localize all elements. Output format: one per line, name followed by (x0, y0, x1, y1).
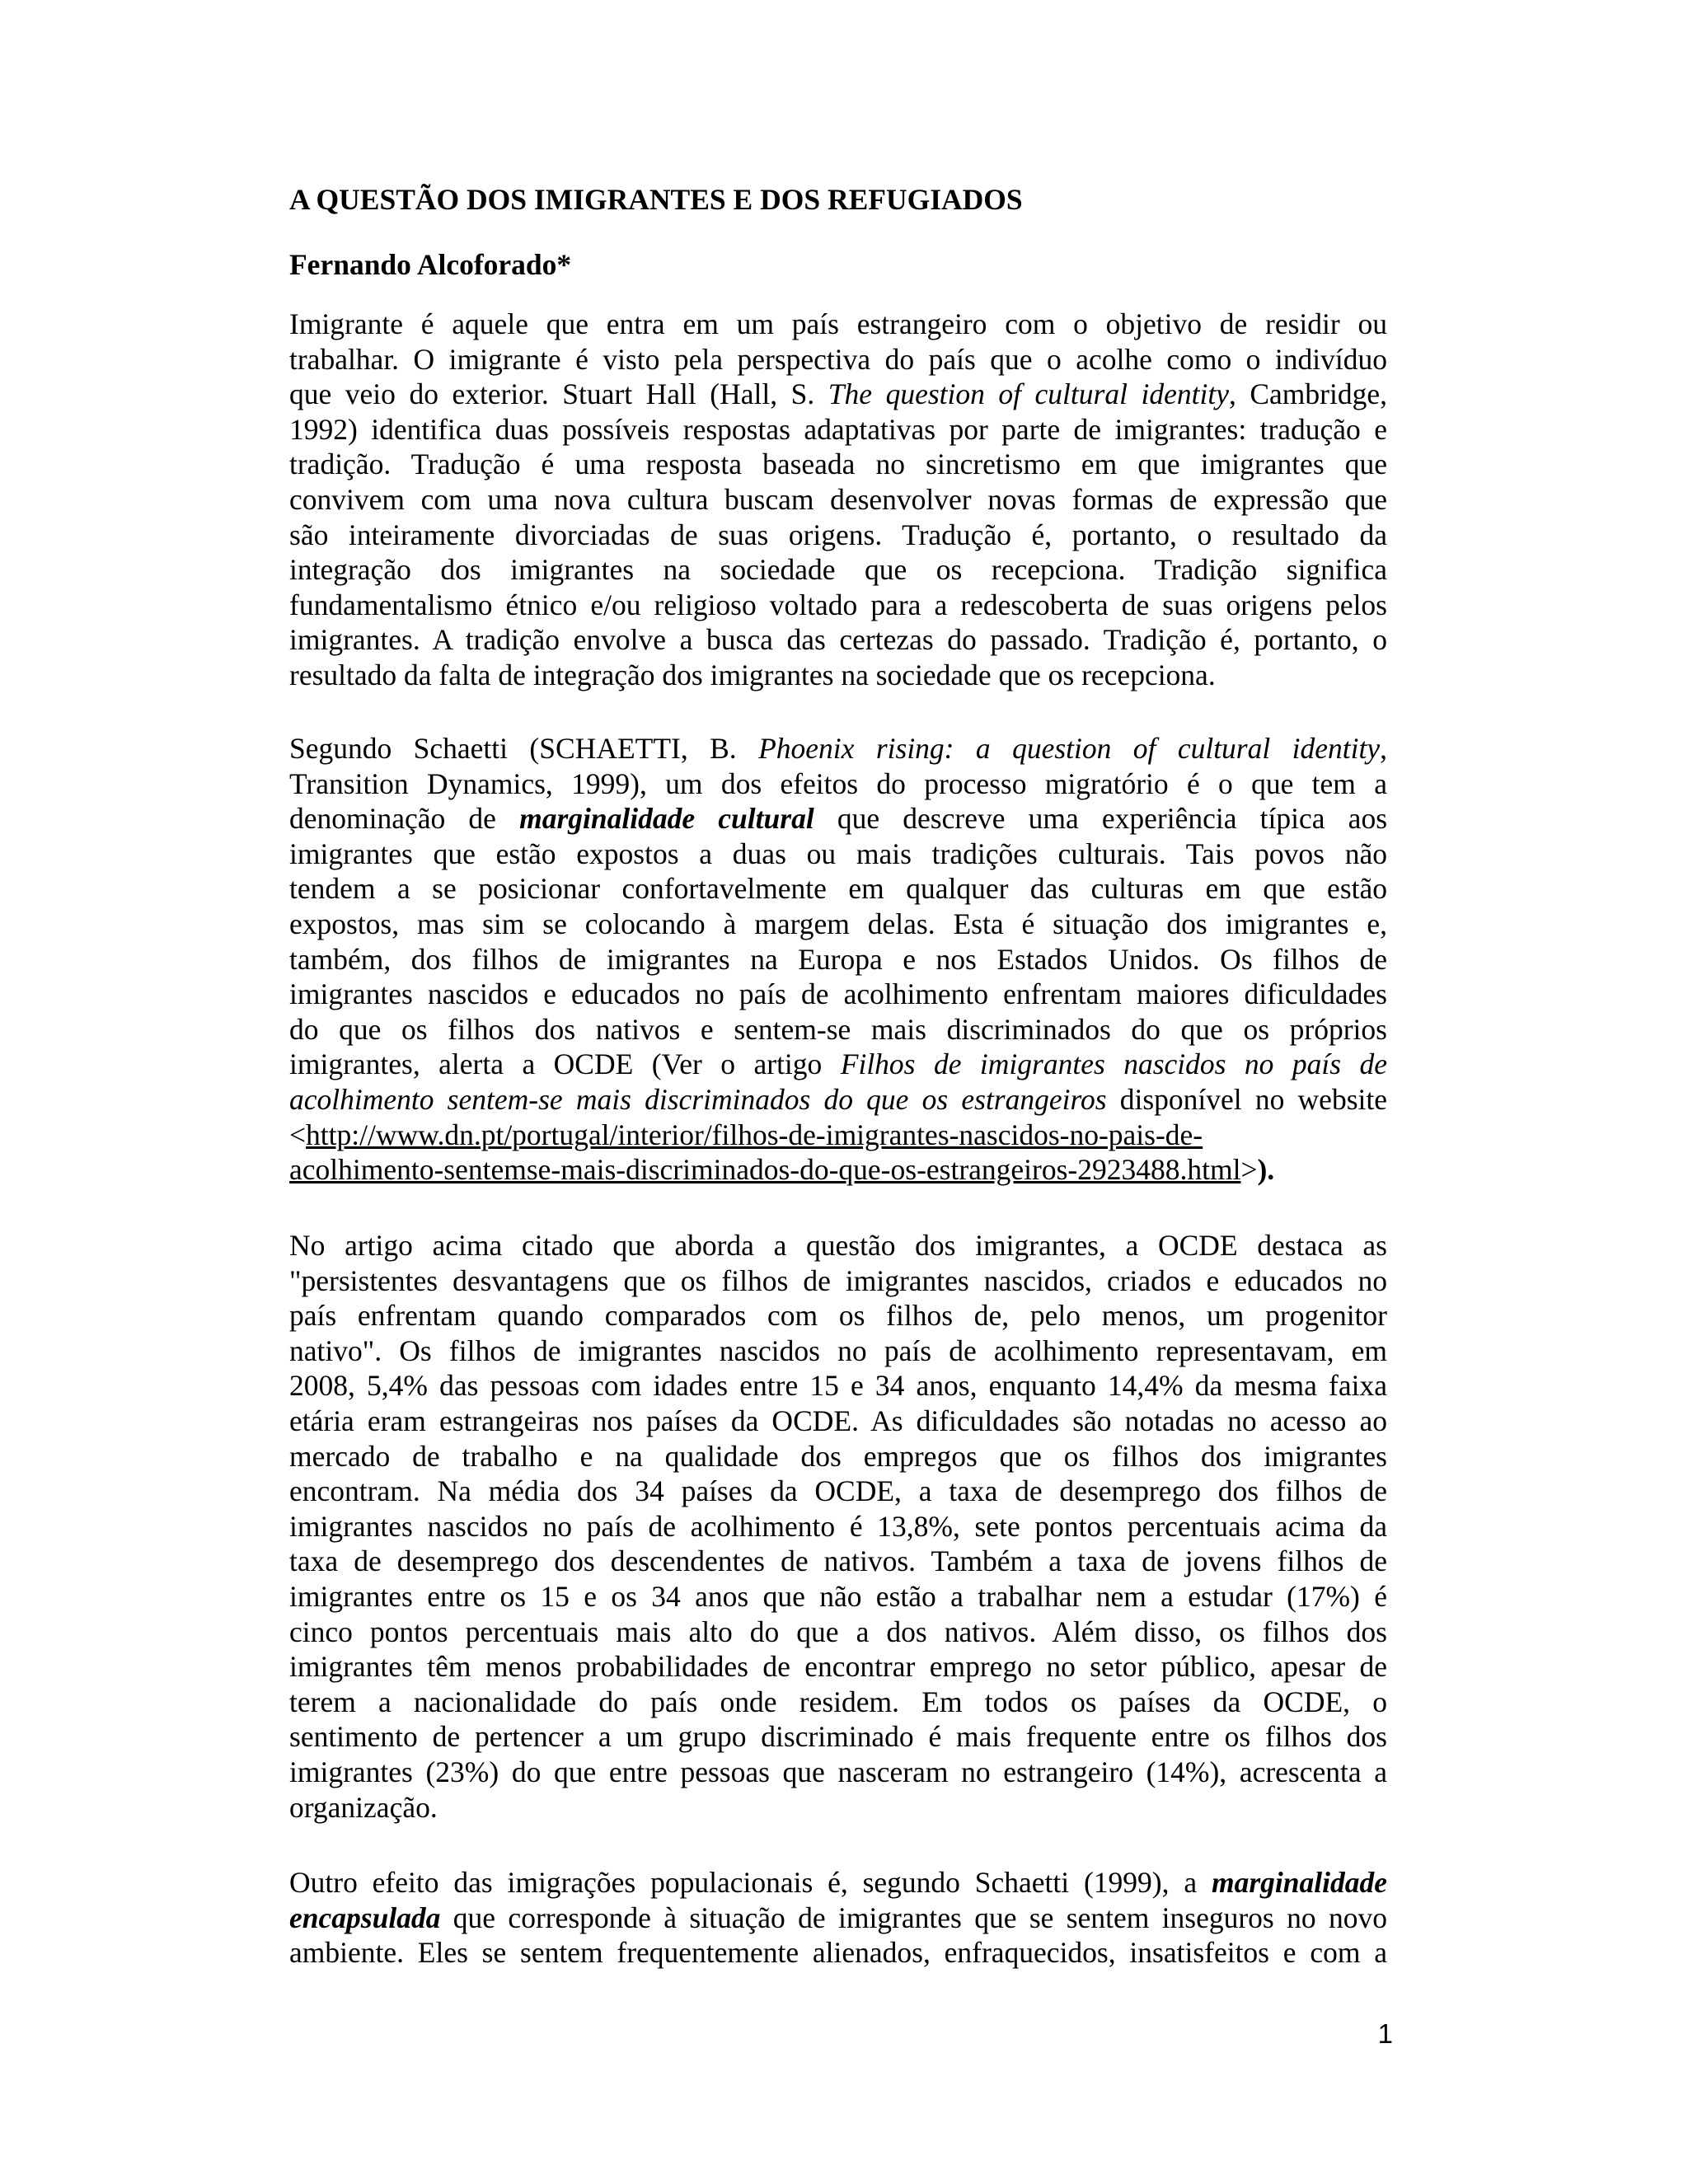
text-run: disponível no website (1106, 1082, 1387, 1116)
document-title: A QUESTÃO DOS IMIGRANTES E DOS REFUGIADOS (289, 183, 1023, 216)
paragraph-line: imigrantes têm menos probabilidades de encontrar emprego no setor público, apesar de (289, 1650, 1387, 1684)
text-run: imigrantes, alerta a OCDE (Ver o artigo (289, 1047, 841, 1081)
paragraph-line: trabalhar. O imigrante é visto pela perspectiva do país que o acolhe como o indivíduo (289, 342, 1387, 376)
emphasis-marginalidade: marginalidade (1211, 1866, 1387, 1899)
paragraph-line: são inteiramente divorciadas de suas origens. Tradução é, portanto, o resultado da (289, 518, 1387, 551)
paragraph-line: imigrantes (23%) do que entre pessoas que nasceram no estrangeiro (14%), acrescenta a (289, 1755, 1387, 1788)
paragraph-line: integração dos imigrantes na sociedade que os recepciona. Tradição significa (289, 553, 1387, 587)
article-url-link-continued[interactable]: acolhimento-sentemse-mais-discriminados-do-que-os-estrangeiros-2923488.html (289, 1153, 1241, 1187)
paragraph-line: cinco pontos percentuais mais alto do que a dos nativos. Além disso, os filhos dos (289, 1615, 1387, 1648)
paragraph-line (289, 1047, 1387, 1082)
paragraph-4 (289, 1865, 1387, 1971)
paragraph-line: imigrantes que estão expostos a duas ou mais tradições culturais. Tais povos não (289, 837, 1387, 870)
text-run: que corresponde à situação de imigrantes que se sentem inseguros no novo (440, 1900, 1387, 1934)
paragraph-line (289, 731, 1387, 766)
paragraph-line: 2008, 5,4% das pessoas com idades entre 15 e 34 anos, enquanto 14,4% da mesma faixa (289, 1369, 1387, 1403)
paragraph-line (289, 1082, 1387, 1118)
paragraph-line: etária eram estrangeiras nos países da OCDE. As dificuldades são notadas no acesso ao (289, 1404, 1387, 1437)
paragraph-line: Transition Dynamics, 1999), um dos efeitos do processo migratório é o que tem a (289, 766, 1387, 800)
paragraph-line: ambiente. Eles se sentem frequentemente alienados, enfraquecidos, insatisfeitos e com a (289, 1936, 1387, 1970)
text-run: Segundo Schaetti (SCHAETTI, B. (289, 732, 759, 765)
emphasis-encapsulada: encapsulada (289, 1900, 441, 1934)
paragraph-line: imigrantes nascidos e educados no país de acolhimento enfrentam maiores dificuldades (289, 977, 1387, 1011)
paragraph-line: nativo". Os filhos de imigrantes nascidos no país de acolhimento representavam, em (289, 1333, 1387, 1367)
paragraph-line (289, 1152, 1387, 1188)
text-run: > (1240, 1153, 1258, 1187)
book-title-phoenix-rising: Phoenix rising: a question of cultural identity (758, 732, 1381, 765)
paragraph-line: organização. (289, 1790, 438, 1824)
paragraph-line: fundamentalismo étnico e/ou religioso voltado para a redescoberta de suas origens pelos (289, 588, 1387, 621)
text-run: denominação de (289, 802, 520, 836)
paragraph-line: imigrantes nascidos no país de acolhimento é 13,8%, sete pontos percentuais acima da (289, 1509, 1387, 1543)
text-run: que veio do exterior. Stuart Hall (Hall, S. (289, 377, 828, 411)
paragraph-line: convivem com uma nova cultura buscam desenvolver novas formas de expressão que (289, 482, 1387, 516)
paragraph-line (289, 1118, 1387, 1153)
paragraph-line: No artigo acima citado que aborda a questão dos imigrantes, a OCDE destaca as (289, 1229, 1387, 1262)
paragraph-line: taxa de desemprego dos descendentes de nativos. Também a taxa de jovens filhos de (289, 1544, 1387, 1578)
text-run: , Cambridge, (1228, 377, 1387, 411)
paragraph-line: expostos, mas sim se colocando à margem delas. Esta é situação dos imigrantes e, (289, 907, 1387, 940)
text-run: , (1380, 732, 1387, 765)
paragraph-line: sentimento de pertencer a um grupo discriminado é mais frequente entre os filhos dos (289, 1720, 1387, 1754)
paragraph-line: mercado de trabalho e na qualidade dos empregos que os filhos dos imigrantes (289, 1439, 1387, 1473)
text-run: que descreve uma experiência típica aos (814, 802, 1388, 836)
paragraph-line: Imigrante é aquele que entra em um país estrangeiro com o objetivo de residir ou (289, 307, 1387, 340)
paragraph-line: também, dos filhos de imigrantes na Europa e nos Estados Unidos. Os filhos de (289, 942, 1387, 976)
paragraph-line: do que os filhos dos nativos e sentem-se mais discriminados do que os próprios (289, 1012, 1387, 1046)
paragraph-line: imigrantes. A tradição envolve a busca das certezas do passado. Tradição é, portanto, o (289, 623, 1387, 657)
article-title: Filhos de imigrantes nascidos no país de (840, 1047, 1388, 1081)
paragraph-1 (289, 307, 1387, 693)
paragraph-line: terem a nacionalidade do país onde residem. Em todos os países da OCDE, o (289, 1685, 1387, 1718)
paragraph-line: país enfrentam quando comparados com os filhos de, pelo menos, um progenitor (289, 1299, 1387, 1333)
paragraph-line: encontram. Na média dos 34 países da OCDE, a taxa de desemprego dos filhos de (289, 1474, 1387, 1508)
paragraph-line: "persistentes desvantagens que os filhos de imigrantes nascidos, criados e educados no (289, 1263, 1387, 1297)
paragraph-line (289, 1900, 1387, 1936)
page-number: 1 (1377, 2018, 1393, 2049)
paragraph-line: 1992) identifica duas possíveis respostas adaptativas por parte de imigrantes: tradução e (289, 412, 1387, 446)
paragraph-line: resultado da falta de integração dos imigrantes na sociedade que os recepciona. (289, 658, 1216, 691)
paragraph-line (289, 1865, 1387, 1900)
paragraph-line: tradição. Tradução é uma resposta baseada no sincretismo em que imigrantes que (289, 448, 1387, 481)
article-url-link[interactable]: http://www.dn.pt/portugal/interior/filhos-de-imigrantes-nascidos-no-pais-de- (306, 1118, 1203, 1151)
text-run: Outro efeito das imigrações populacionais é, segundo Schaetti (1999), a (289, 1866, 1212, 1899)
paragraph-3 (289, 1228, 1387, 1825)
article-title-continued: acolhimento sentem-se mais discriminados do que os estrangeiros (289, 1082, 1107, 1116)
paragraph-line (289, 801, 1387, 837)
paragraph-line (289, 377, 1387, 412)
paragraph-line: tendem a se posicionar confortavelmente em qualquer das culturas em que estão (289, 872, 1387, 906)
emphasis-marginalidade-cultural: marginalidade cultural (519, 802, 814, 836)
text-run: < (289, 1118, 307, 1151)
author-name: Fernando Alcoforado* (289, 248, 572, 281)
paragraph-2 (289, 731, 1387, 1188)
book-title-the-question-of-cultural-identity: The question of cultural identity (828, 377, 1229, 411)
text-run-bold: ). (1257, 1153, 1275, 1187)
paragraph-line: imigrantes entre os 15 e os 34 anos que não estão a trabalhar nem a estudar (17%) é (289, 1579, 1387, 1613)
